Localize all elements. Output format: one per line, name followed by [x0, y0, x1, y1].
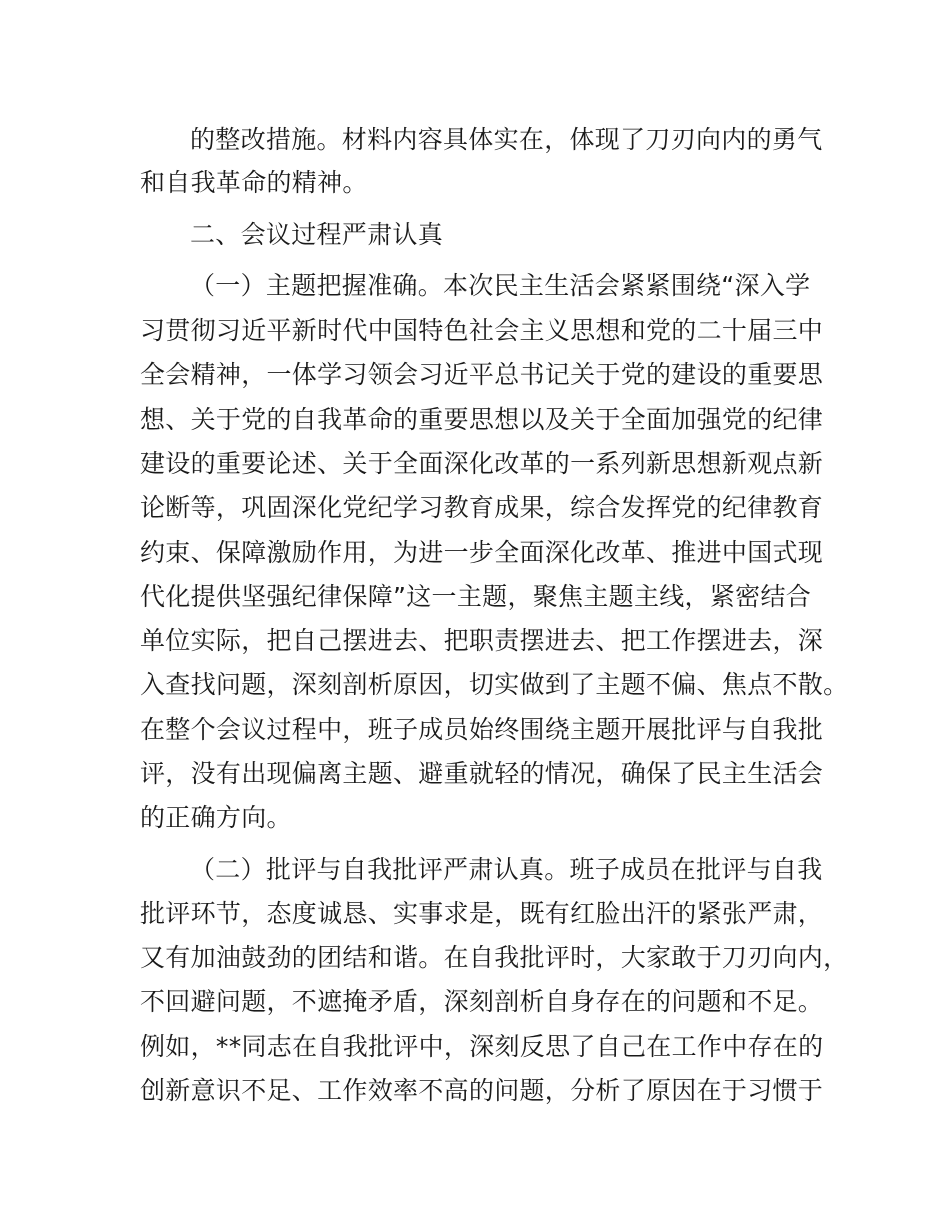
paragraph-line: （一）主题把握准确。本次民主生活会紧紧围绕“深入学 — [190, 271, 811, 300]
paragraph-line: 创新意识不足、工作效率不高的问题，分析了原因在于习惯于 — [140, 1076, 824, 1105]
section-heading: 二、会议过程严肃认真 — [190, 220, 444, 249]
paragraph-line: 在整个会议过程中，班子成员始终围绕主题开展批评与自我批 — [140, 715, 824, 744]
paragraph-line: 评，没有出现偏离主题、避重就轻的情况，确保了民主生活会 — [140, 759, 824, 788]
paragraph-line: 的整改措施。材料内容具体实在，体现了刀刃向内的勇气 — [190, 125, 823, 154]
paragraph-line: 习贯彻习近平新时代中国特色社会主义思想和党的二十届三中 — [140, 316, 824, 345]
paragraph-line: 论断等，巩固深化党纪学习教育成果，综合发挥党的纪律教育 — [140, 493, 824, 522]
paragraph-line: 代化提供坚强纪律保障”这一主题，聚焦主题主线，紧密结合 — [140, 582, 812, 611]
paragraph-line: 的正确方向。 — [140, 803, 292, 832]
paragraph-line: 又有加油鼓劲的团结和谐。在自我批评时，大家敢于刀刃向内， — [140, 943, 849, 972]
paragraph-line: 全会精神，一体学习领会习近平总书记关于党的建设的重要思 — [140, 360, 824, 389]
paragraph-line: 约束、保障激励作用，为进一步全面深化改革、推进中国式现 — [140, 538, 824, 567]
paragraph-line: 入查找问题，深刻剖析原因，切实做到了主题不偏、焦点不散。 — [140, 670, 849, 699]
paragraph-line: 批评环节，态度诚恳、实事求是，既有红脸出汗的紧张严肃， — [140, 899, 824, 928]
paragraph-line: 建设的重要论述、关于全面深化改革的一系列新思想新观点新 — [140, 449, 824, 478]
paragraph-line: 和自我革命的精神。 — [140, 168, 368, 197]
paragraph-line: 不回避问题，不遮掩矛盾，深刻剖析自身存在的问题和不足。 — [140, 987, 824, 1016]
paragraph-line: 想、关于党的自我革命的重要思想以及关于全面加强党的纪律 — [140, 405, 824, 434]
paragraph-line: 单位实际，把自己摆进去、把职责摆进去、把工作摆进去，深 — [140, 626, 824, 655]
paragraph-line: （二）批评与自我批评严肃认真。班子成员在批评与自我 — [190, 855, 823, 884]
paragraph-line: 例如，**同志在自我批评中，深刻反思了自己在工作中存在的 — [140, 1032, 824, 1061]
